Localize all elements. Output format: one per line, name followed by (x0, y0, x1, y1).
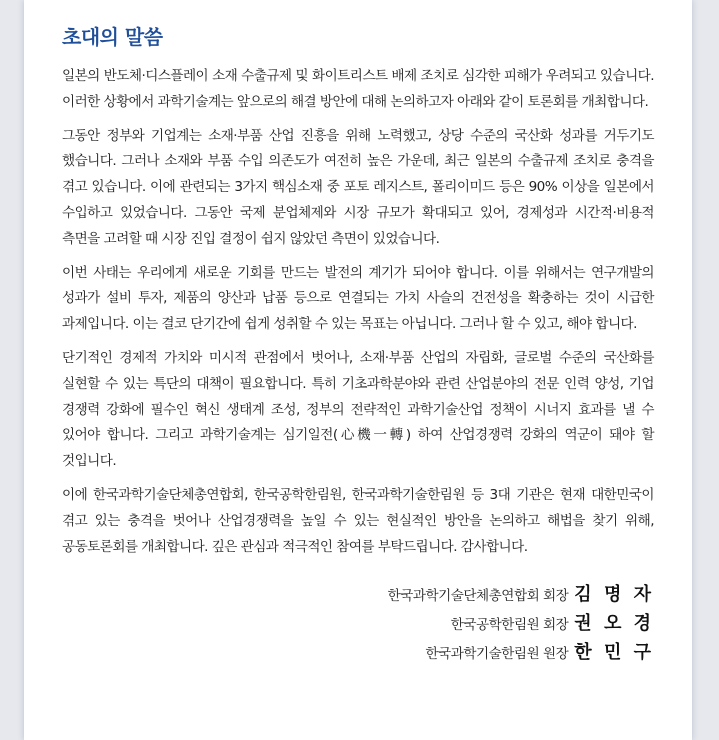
paragraph-5: 이에 한국과학기술단체총연합회, 한국공학한림원, 한국과학기술한림원 등 3대 기관은 현재 대한민국이 겪고 있는 충격을 벗어나 산업경쟁력을 높일 수 있는 현실적인 방안을 논의하고 해법을 찾기 위해, 공동토론회를 개최합니다. 깊은 관심과 적극적인 참여를 부탁드립니다. 감사합니다. (62, 486, 654, 555)
signature-org: 한국과학기술한림원 원장 (425, 646, 569, 663)
paragraph-2: 그동안 정부와 기업계는 소재·부품 산업 진흥을 위해 노력했고, 상당 수준의 국산화 성과를 거두기도 했습니다. 그러나 소재와 부품 수입 의존도가 여전히 높은 가운데, 최근 일본의 수출규제 조치로 충격을 겪고 있습니다. 이에 관련되는 3가지 핵심소재 중 포토 레지스트, 폴리이미드 등은 90% 이상을 일본에서 수입하고 있었습니다. 그동안 국제 분업체제와 시장 규모가 확대되고 있어, 경제성과 시간적·비용적 측면을 고려할 때 시장 진입 결정이 쉽지 않았던 측면이 있었습니다. (62, 127, 654, 247)
paragraph-3: 이번 사태는 우리에게 새로운 기회를 만드는 발전의 계기가 되어야 합니다. 이를 위해서는 연구개발의 성과가 설비 투자, 제품의 양산과 납품 등으로 연결되는 가치 사슬의 건전성을 확충하는 것이 시급한 과제입니다. 이는 결코 단기간에 쉽게 성취할 수 있는 목표는 아닙니다. 그러나 할 수 있고, 해야 합니다. (62, 264, 654, 333)
signature-name: 한 민 구 (574, 642, 654, 664)
invitation-card (24, 0, 692, 740)
signature-name: 권 오 경 (574, 613, 654, 635)
signature-line-1 (62, 580, 654, 609)
signature-name: 김 명 자 (574, 584, 654, 606)
page-title: 초대의 말씀 (62, 25, 163, 49)
paragraph-4: 단기적인 경제적 가치와 미시적 관점에서 벗어나, 소재·부품 산업의 자립화, 글로벌 수준의 국산화를 실현할 수 있는 특단의 대책이 필요합니다. 특히 기초과학분야와 관련 산업분야의 전문 인력 양성, 기업 경쟁력 강화에 필수인 혁신 생태계 조성, 정부의 전략적인 과학기술산업 정책이 시너지 효과를 낼 수 있어야 합니다. 그리고 과학기술계는 심기일전(心機一轉) 하여 산업경쟁력 강화의 역군이 돼야 할 것입니다. (62, 349, 654, 470)
signature-block (62, 580, 654, 667)
signature-org: 한국공학한림원 회장 (450, 617, 569, 634)
signature-org: 한국과학기술단체총연합회 회장 (387, 588, 569, 605)
signature-line-3 (62, 638, 654, 667)
signature-line-2 (62, 609, 654, 638)
paragraph-1: 일본의 반도체·디스플레이 소재 수출규제 및 화이트리스트 배제 조치로 심각한 피해가 우려되고 있습니다. 이러한 상황에서 과학기술계는 앞으로의 해결 방안에 대해 논의하고자 아래와 같이 토론회를 개최합니다. (62, 68, 654, 110)
